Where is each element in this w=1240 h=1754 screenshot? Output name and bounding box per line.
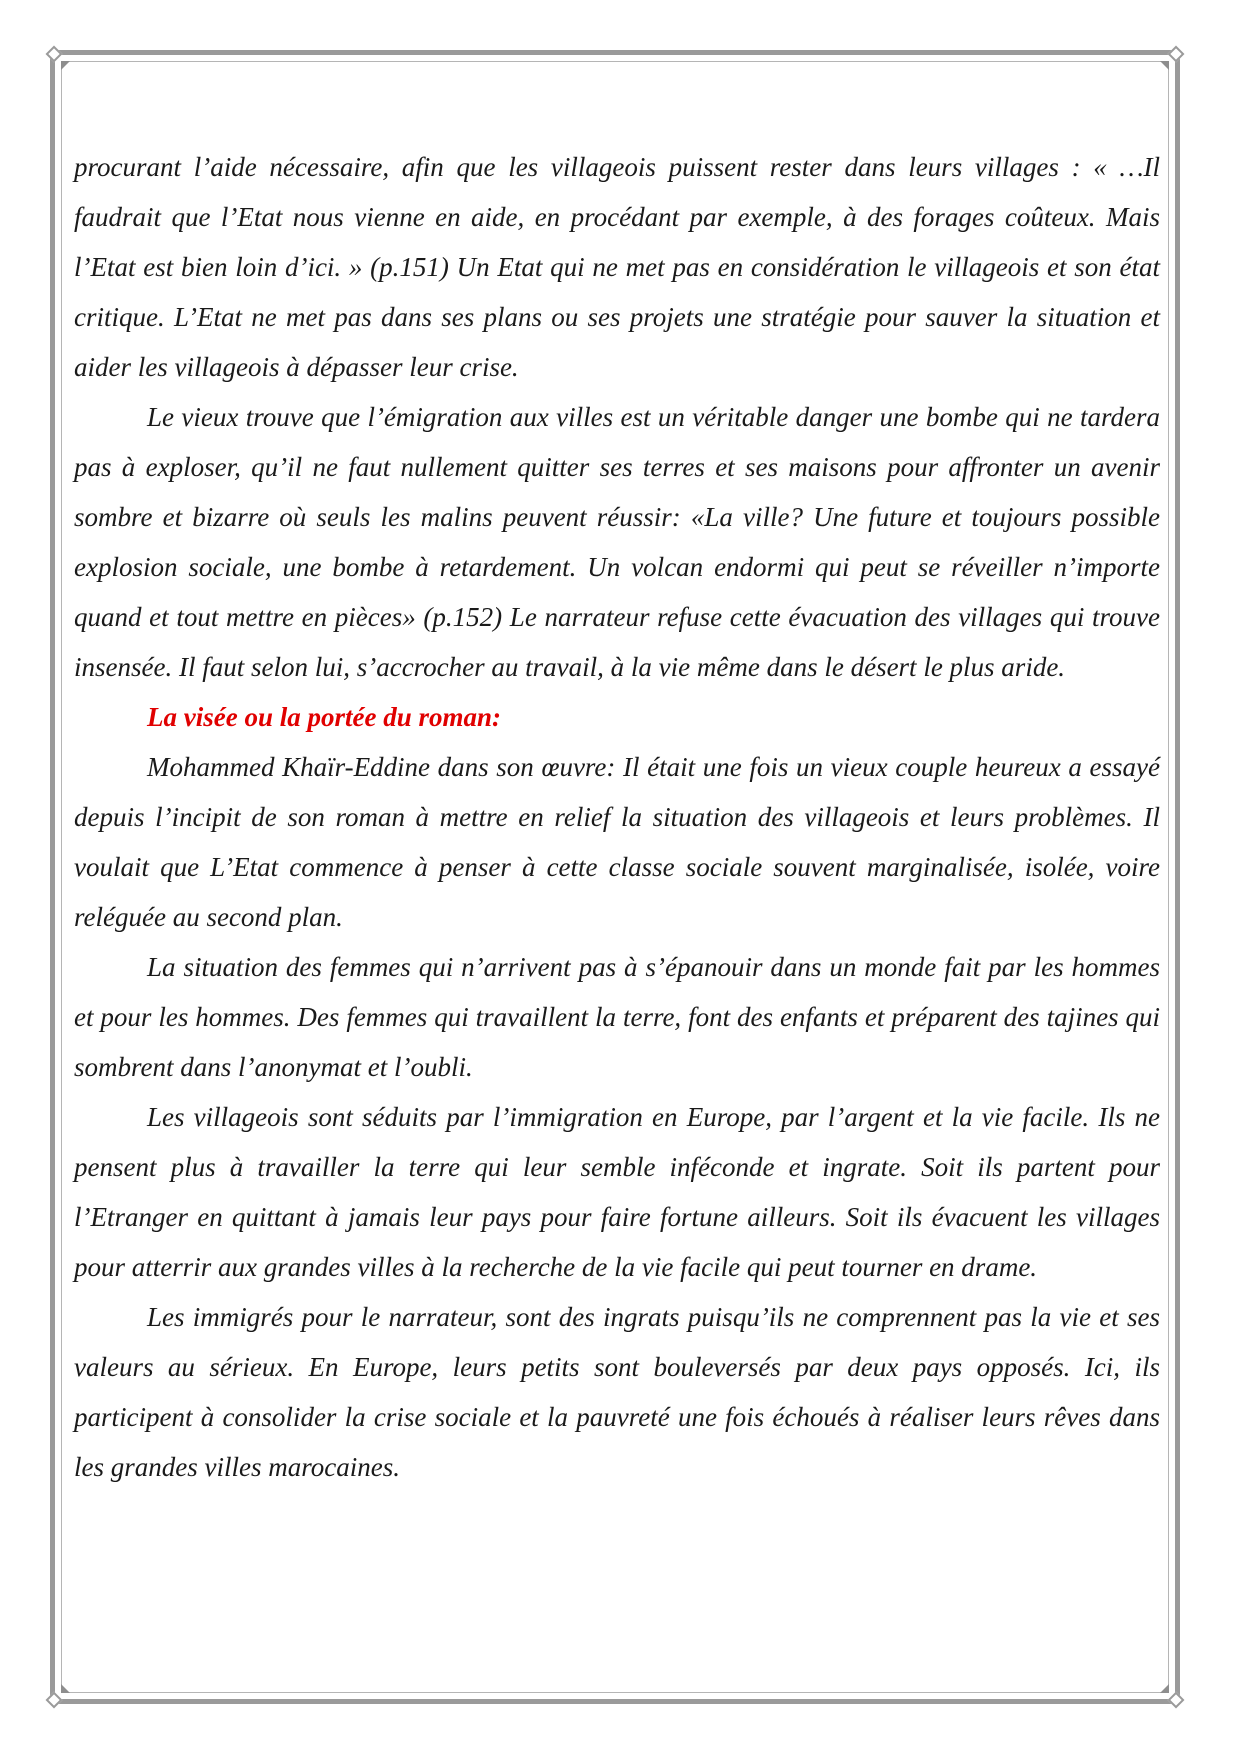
corner-ornament-top-left: [61, 61, 70, 70]
paragraph-immigrants: Les immigrés pour le narrateur, sont des ingrats puisqu’ils ne comprennent pas la vie et ses valeurs au sérieux. En Europe, leurs petits sont bouleversés par deux pays opposés. Ici, ils participent à consolider la crise sociale et la pauvreté une fois échoués à réaliser leurs rêves dans les grandes villes marocaines.: [74, 1302, 1160, 1482]
corner-ornament-bottom-left: [61, 1684, 70, 1693]
document-body: [74, 142, 1160, 1492]
corner-ornament-top-right: [1160, 61, 1169, 70]
corner-ornament-bottom-right: [1160, 1684, 1169, 1693]
paragraph-women: La situation des femmes qui n’arrivent pas à s’épanouir dans un monde fait par les hommes et pour les hommes. Des femmes qui travaillent la terre, font des enfants et préparent des tajines qui sombrent dans l’anonymat et l’oubli.: [74, 952, 1160, 1082]
paragraph-villagers: Les villageois sont séduits par l’immigration en Europe, par l’argent et la vie facile. Ils ne pensent plus à travailler la terre qui leur semble inféconde et ingrate. Soit ils partent pour l’Etranger en quittant à jamais leur pays pour faire fortune ailleurs. Soit ils évacuent les villages pour atterrir aux grandes villes à la recherche de la vie facile qui peut tourner en drame.: [74, 1102, 1160, 1282]
paragraph-continuation: procurant l’aide nécessaire, afin que les villageois puissent rester dans leurs villages : « …Il faudrait que l’Etat nous vienne en aide, en procédant par exemple, à des forages coûteux. Mais l’Etat est bien loin d’ici. » (p.151) Un Etat qui ne met pas en considération le villageois et son état critique. L’Etat ne met pas dans ses plans ou ses projets une stratégie pour sauver la situation et aider les villageois à dépasser leur crise.: [74, 152, 1160, 382]
paragraph-section-intro: Mohammed Khaïr-Eddine dans son œuvre: Il était une fois un vieux couple heureux a essayé depuis l’incipit de son roman à mettre en relief la situation des villageois et leurs problèmes. Il voulait que L’Etat commence à penser à cette classe sociale souvent marginalisée, isolée, voire reléguée au second plan.: [74, 752, 1160, 932]
paragraph-emigration: Le vieux trouve que l’émigration aux villes est un véritable danger une bombe qui ne tardera pas à exploser, qu’il ne faut nullement quitter ses terres et ses maisons pour affronter un avenir sombre et bizarre où seuls les malins peuvent réussir: «La ville? Une future et toujours possible explosion sociale, une bombe à retardement. Un volcan endormi qui peut se réveiller n’importe quand et tout mettre en pièces» (p.152) Le narrateur refuse cette évacuation des villages qui trouve insensée. Il faut selon lui, s’accrocher au travail, à la vie même dans le désert le plus aride.: [74, 402, 1160, 682]
section-heading: La visée ou la portée du roman:: [147, 702, 501, 732]
